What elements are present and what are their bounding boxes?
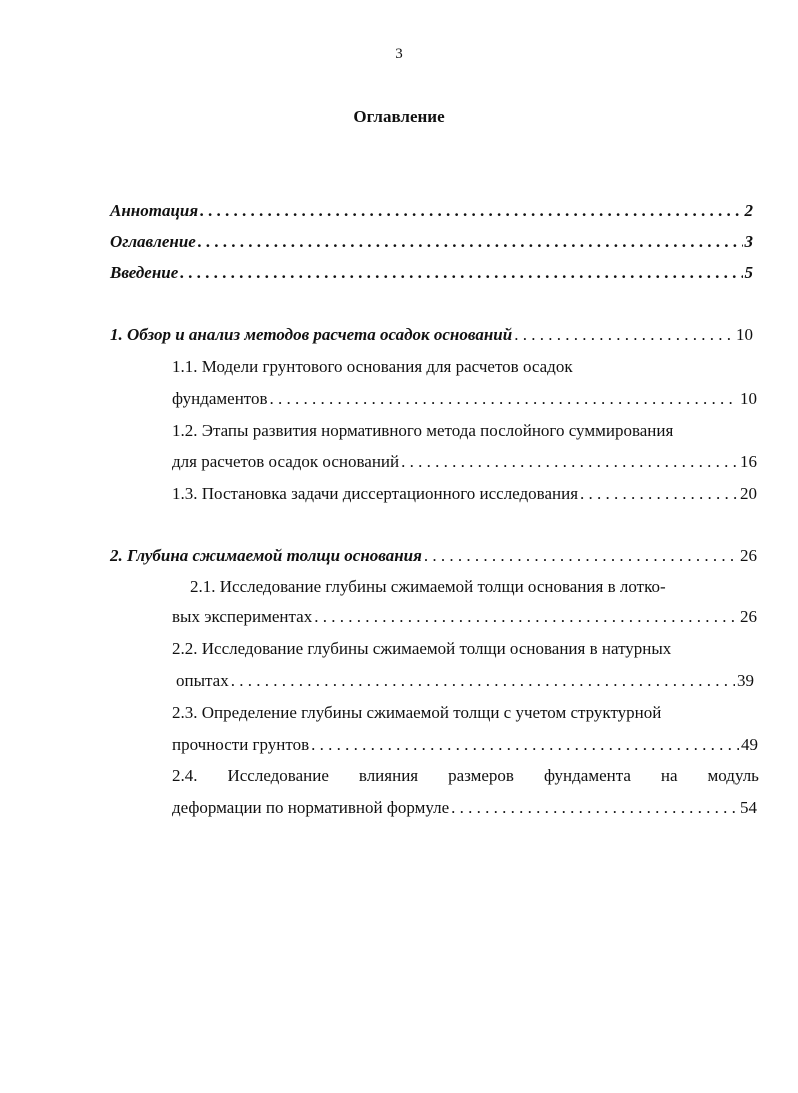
- toc-entry-page: 2: [744, 201, 753, 220]
- toc-section-1-3: [172, 484, 757, 504]
- page-number: 3: [395, 46, 403, 62]
- leader-dots: [180, 263, 742, 283]
- leader-dots: [198, 232, 743, 252]
- toc-entry-contents: [110, 232, 753, 252]
- toc-section-label: прочности грунтов: [172, 735, 310, 754]
- leader-dots: [314, 607, 738, 627]
- toc-section-2-3-line1: 2.3. Определение глубины сжимаемой толщи с учетом структурной: [172, 703, 662, 722]
- toc-entry-annotation: [110, 201, 753, 221]
- leader-dots: [200, 201, 742, 221]
- toc-section-label: вых экспериментах: [172, 607, 313, 626]
- toc-section-2-2: [176, 671, 754, 691]
- toc-word: влияния: [358, 766, 419, 785]
- toc-chapter-1: [110, 325, 753, 345]
- toc-section-label: деформации по нормативной формуле: [172, 798, 450, 817]
- toc-section-2-4-line1: [172, 766, 759, 786]
- toc-entry-introduction: [110, 263, 753, 283]
- toc-section-1-1: [172, 389, 757, 409]
- toc-chapter-label: 1. Обзор и анализ методов расчета осадок оснований: [110, 325, 513, 344]
- toc-section-label: 1.3. Постановка задачи диссертационного исследования: [172, 484, 579, 503]
- leader-dots: [270, 389, 738, 409]
- toc-section-label: опытах: [176, 671, 229, 690]
- toc-section-2-1: [172, 607, 757, 627]
- toc-section-2-3: [172, 735, 758, 755]
- toc-word: Исследование: [227, 766, 329, 785]
- toc-chapter-page: 10: [736, 325, 753, 344]
- toc-section-page: 26: [740, 607, 757, 626]
- page-title: Оглавление: [353, 107, 445, 126]
- leader-dots: [401, 452, 738, 472]
- leader-dots: [311, 735, 739, 755]
- leader-dots: [451, 798, 738, 818]
- leader-dots: [580, 484, 738, 504]
- toc-section-2-2-line1: 2.2. Исследование глубины сжимаемой толщи основания в натурных: [172, 639, 672, 658]
- toc-word: на: [660, 766, 678, 785]
- toc-section-label: для расчетов осадок оснований: [172, 452, 400, 471]
- leader-dots: [231, 671, 735, 691]
- toc-section-1-2-line1: 1.2. Этапы развития нормативного метода послойного суммирования: [172, 421, 674, 440]
- toc-section-1-2: [172, 452, 757, 472]
- toc-section-page: 39: [737, 671, 754, 690]
- toc-section-page: 49: [741, 735, 758, 754]
- toc-chapter-page: 26: [740, 546, 757, 565]
- toc-section-page: 10: [740, 389, 757, 408]
- toc-section-label: фундаментов: [172, 389, 268, 408]
- toc-entry-page: 5: [744, 263, 753, 282]
- toc-word: фундамента: [543, 766, 631, 785]
- leader-dots: [424, 546, 738, 566]
- toc-entry-page: 3: [744, 232, 753, 251]
- toc-section-2-4: [172, 798, 757, 818]
- leader-dots: [514, 325, 734, 345]
- toc-section-1-1-line1: 1.1. Модели грунтового основания для расчетов осадок: [172, 357, 573, 376]
- toc-chapter-2: [110, 546, 757, 566]
- toc-word: модуль: [707, 766, 759, 785]
- toc-section-page: 20: [740, 484, 757, 503]
- toc-word: размеров: [448, 766, 514, 785]
- toc-word: 2.4.: [172, 766, 198, 785]
- toc-chapter-label: 2. Глубина сжимаемой толщи основания: [110, 546, 422, 565]
- toc-entry-label: Введение: [110, 263, 179, 282]
- toc-section-page: 54: [740, 798, 757, 817]
- toc-entry-label: Оглавление: [110, 232, 196, 251]
- toc-entry-label: Аннотация: [110, 201, 199, 220]
- toc-section-2-1-line1: 2.1. Исследование глубины сжимаемой толщи основания в лотко-: [190, 577, 666, 596]
- toc-section-page: 16: [740, 452, 757, 471]
